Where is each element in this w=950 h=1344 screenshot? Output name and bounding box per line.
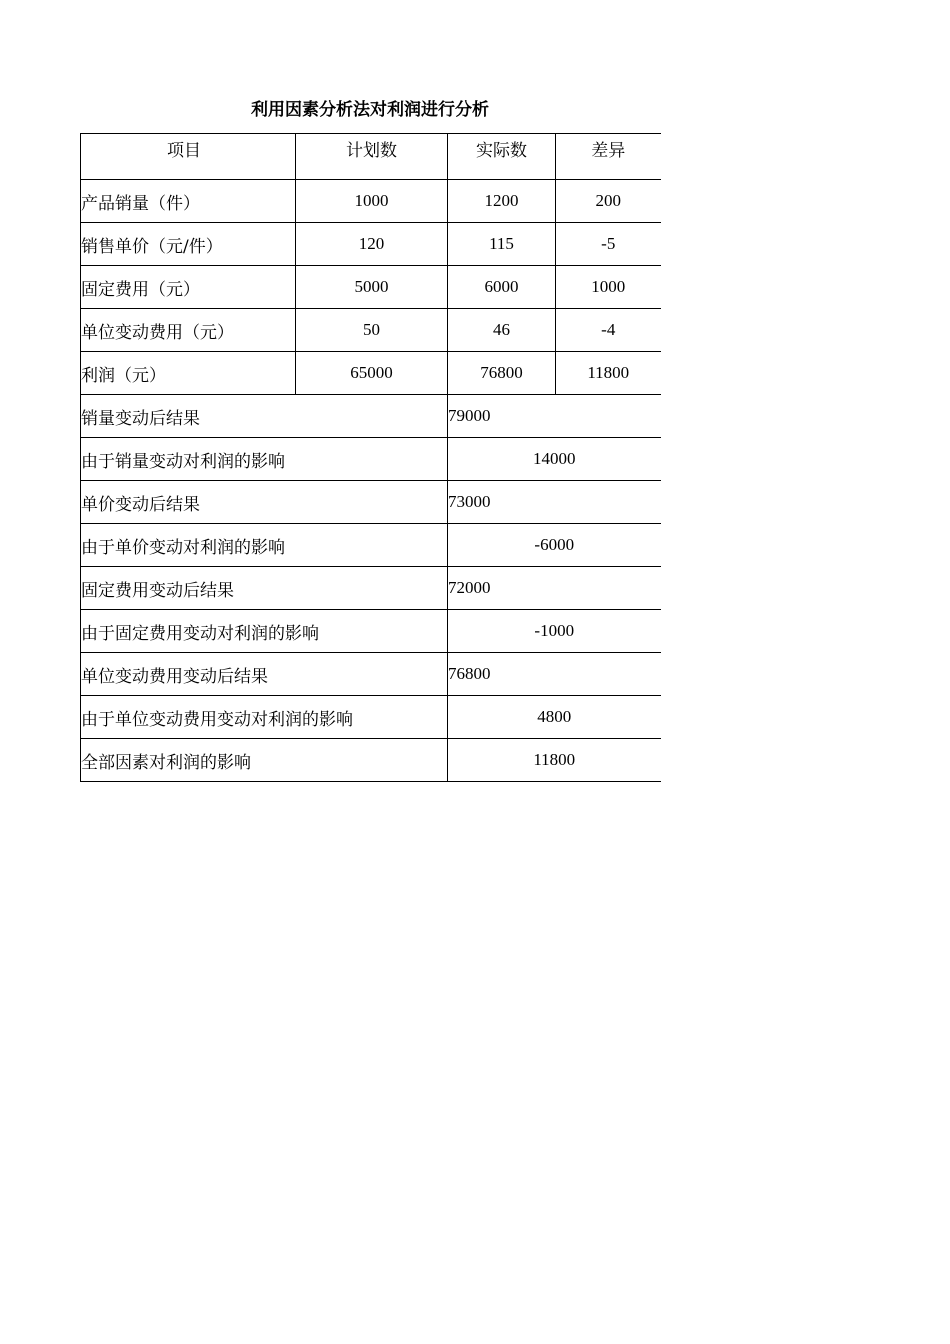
row-label: 固定费用（元）	[81, 266, 296, 309]
analysis-value: -6000	[448, 524, 661, 567]
plan-cell: 1000	[296, 180, 448, 223]
plan-cell: 50	[296, 309, 448, 352]
analysis-label: 由于固定费用变动对利润的影响	[81, 610, 448, 653]
analysis-value: 76800	[448, 653, 661, 696]
actual-cell: 1200	[448, 180, 556, 223]
plan-cell: 120	[296, 223, 448, 266]
analysis-value: 73000	[448, 481, 661, 524]
header-item: 项目	[81, 134, 296, 180]
diff-cell: -5	[556, 223, 661, 266]
header-row	[81, 134, 661, 180]
row-label: 利润（元）	[81, 352, 296, 395]
actual-cell: 6000	[448, 266, 556, 309]
actual-cell: 115	[448, 223, 556, 266]
analysis-label: 由于单位变动费用变动对利润的影响	[81, 696, 448, 739]
diff-cell: 1000	[556, 266, 661, 309]
row-label: 销售单价（元/件）	[81, 223, 296, 266]
analysis-value: 79000	[448, 395, 661, 438]
table-row	[81, 223, 661, 266]
analysis-label: 单价变动后结果	[81, 481, 448, 524]
plan-cell: 65000	[296, 352, 448, 395]
analysis-label: 全部因素对利润的影响	[81, 739, 448, 782]
table-row	[81, 352, 661, 395]
analysis-label: 销量变动后结果	[81, 395, 448, 438]
analysis-label: 固定费用变动后结果	[81, 567, 448, 610]
actual-cell: 76800	[448, 352, 556, 395]
analysis-row	[81, 438, 661, 481]
analysis-value: 72000	[448, 567, 661, 610]
actual-cell: 46	[448, 309, 556, 352]
diff-cell: 200	[556, 180, 661, 223]
plan-cell: 5000	[296, 266, 448, 309]
analysis-row	[81, 653, 661, 696]
header-diff: 差异	[556, 134, 661, 180]
analysis-row	[81, 610, 661, 653]
analysis-row	[81, 481, 661, 524]
analysis-row	[81, 567, 661, 610]
analysis-value: 4800	[448, 696, 661, 739]
analysis-value: -1000	[448, 610, 661, 653]
analysis-row	[81, 696, 661, 739]
row-label: 单位变动费用（元）	[81, 309, 296, 352]
analysis-row	[81, 395, 661, 438]
row-label: 产品销量（件）	[81, 180, 296, 223]
analysis-value: 11800	[448, 739, 661, 782]
diff-cell: -4	[556, 309, 661, 352]
diff-cell: 11800	[556, 352, 661, 395]
header-actual: 实际数	[448, 134, 556, 180]
header-plan: 计划数	[296, 134, 448, 180]
analysis-table	[80, 133, 661, 782]
table-row	[81, 266, 661, 309]
analysis-label: 由于单价变动对利润的影响	[81, 524, 448, 567]
analysis-value: 14000	[448, 438, 661, 481]
analysis-label: 单位变动费用变动后结果	[81, 653, 448, 696]
table-row	[81, 180, 661, 223]
page-title: 利用因素分析法对利润进行分析	[251, 100, 489, 120]
table-row	[81, 309, 661, 352]
analysis-label: 由于销量变动对利润的影响	[81, 438, 448, 481]
analysis-row	[81, 739, 661, 782]
analysis-row	[81, 524, 661, 567]
